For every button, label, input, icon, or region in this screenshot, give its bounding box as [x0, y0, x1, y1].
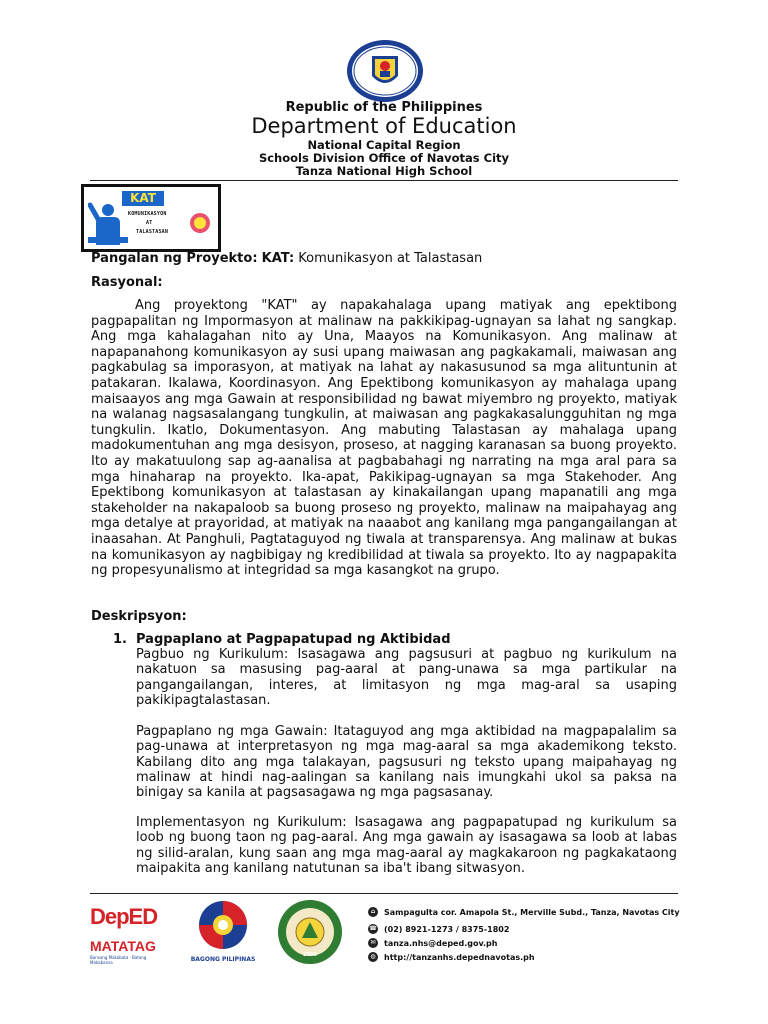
speaker-person-icon — [88, 201, 128, 245]
kat-logo-line3: TALASTASAN — [136, 229, 169, 235]
deped-matatag-logo — [90, 905, 170, 965]
email-text[interactable]: tanza.nhs@deped.gov.ph — [384, 938, 498, 948]
footer-website[interactable] — [368, 952, 535, 962]
list-item-title: Pagpaplano at Pagpapatupad ng Aktibidad — [136, 632, 451, 647]
website-text[interactable]: http://tanzanhs.depednavotas.ph — [384, 952, 535, 962]
kat-project-logo — [81, 184, 221, 252]
rationale-paragraph: Ang proyektong "KAT" ay napakahalaga upang matiyak ang epektibong pagpapalitan ng Impormasyon at malinaw na pakkikipag-ugnayan sa lahat ng sangkap. Ang mga kahalagahan nito ay Una, Maayos na Komunikasyon. Ang malinaw at napapanahong komunikasyon ay susi upang maiwasan ang pagkakamali, maiwasan ang pagkabulag sa imporasyon, at matiyak na lahat ay nakasusunod sa mga alituntunin at patakaran. Ikalawa, Koordinasyon. Ang Epektibong komunikasyon ay mahalaga upang maisaayos ang mga Gawain at responsibilidad ng bawat miyembro ng proyekto, matiyak na walanag nagsasalangang tungkulin, at maiwasan ang pagkakasalungguhitan ng mga tungkulin. Ikatlo, Dokumentasyon. Ang mabuting Talastasan ay mahalaga upang madokumentuhan ang mga desisyon, proseso, at nagging karanasan sa buong proyekto. Ito ay makatuulong sap ag-aanalisa at pagbabahagi ng narrating na mga aral para sa mga hinaharap na proyekto. Ika-apat, Pakikipag-ugnayan sa mga Stakehoder. Ang Epektibong komunikasyon at talastasan ay kinakailangan upang mapanatili ang mga stakeholder na nakapaloob sa buong proseso ng proyekto, malinaw na maipahayag ang mga detalye at prayoridad, at matiyak na naaabot ang kanilang mga pangangailangan at inaasahan. At Panghuli, Pagtataguyod ng tiwala at transparensya. Ang malinaw at bukas na komunikasyon ay nagbibigay ng kredibilidad at tiwala sa proyekto. Ito ay nagpapakita ng propesyunalismo at integridad sa mga kasangkot na grupo. — [91, 298, 677, 579]
deped-logo-text: DepED — [90, 904, 158, 929]
curriculum-implementation-paragraph: Implementasyon ng Kurikulum: Isasagawa ang pagpapatupad ng kurikulum sa loob ng buong taon ng pag-aaral. Ang mga gawain ay isasagawa sa loob at labas ng silid-aralan, kung saan ang mga mag-aaral ay magkakaroon ng pagkakataong maipakita ang kanilang natutunan sa iba't ibang sitwasyon. — [136, 815, 677, 876]
footer-divider — [90, 893, 678, 894]
school-seal-year: 2006 — [303, 952, 317, 958]
bagong-pilipinas-logo — [183, 898, 263, 964]
matatag-logo-text: MATATAG — [90, 938, 156, 954]
phone-text: (02) 8921-1273 / 8375-1802 — [384, 924, 510, 934]
kat-logo-line2: AT — [146, 220, 153, 226]
school-seal-logo — [276, 898, 344, 966]
kat-logo-line1: KOMUNIKASYON — [128, 211, 167, 217]
footer-address — [368, 907, 680, 917]
matatag-tagline: Bansang Makabata · Batang Makabansa — [90, 955, 147, 965]
project-name-label: Pangalan ng Proyekto: — [91, 251, 258, 266]
bagong-pilipinas-text: BAGONG PILIPINAS — [190, 956, 256, 963]
footer-phone — [368, 924, 509, 934]
region-title: National Capital Region — [307, 138, 461, 152]
description-heading: Deskripsyon: — [91, 609, 187, 624]
department-title: Department of Education — [251, 114, 517, 138]
bagong-pilipinas-emblem-icon — [193, 898, 253, 952]
division-title: Schools Division Office of Navotas City — [258, 151, 510, 165]
project-name-line — [91, 251, 677, 267]
email-icon: ✉ — [368, 938, 378, 948]
kat-logo-tag: KAT — [122, 191, 164, 206]
address-text: Sampagulta cor. Amapola St., Merville Subd., Tanza, Navotas City — [384, 907, 680, 917]
school-title: Tanza National High School — [295, 164, 473, 178]
activity-planning-paragraph: Pagpaplano ng mga Gawain: Itataguyod ang mga aktibidad na magpapalalim sa pag-unawa at interpretasyon ng mga mag-aaral sa mga akademikong teksto. Kabilang dito ang mga talakayan, pagsusuri ng teksto upang maipahayag ng malinaw at hindi nag-aalingan sa kanilang nais imungkahi ukol sa paksa na binigay sa kanila at pagsasagawa ng mga pagsasanay. — [136, 724, 677, 801]
globe-icon: ◍ — [368, 952, 378, 962]
home-icon: ⌂ — [368, 907, 378, 917]
project-name-code: KAT: — [261, 251, 295, 266]
republic-title: Republic of the Philippines — [285, 100, 483, 115]
chat-bubble-icon — [188, 211, 212, 235]
deped-seal-logo — [344, 38, 426, 104]
project-name-value: Komunikasyon at Talastasan — [298, 251, 483, 266]
footer-email[interactable] — [368, 938, 497, 948]
header-divider — [90, 180, 678, 181]
curriculum-development-paragraph: Pagbuo ng Kurikulum: Isasagawa ang pagsusuri at pagbuo ng kurikulum na nakatuon sa masusing pag-aaral at pang-unawa sa mga partikular na pangangailangan, interes, at limitasyon ng mga mag-aral sa usaping pakikipagtalastasan. — [136, 647, 677, 708]
phone-icon: ☎ — [369, 925, 377, 932]
rationale-heading: Rasyonal: — [91, 275, 163, 290]
list-item-number: 1. — [113, 632, 127, 647]
